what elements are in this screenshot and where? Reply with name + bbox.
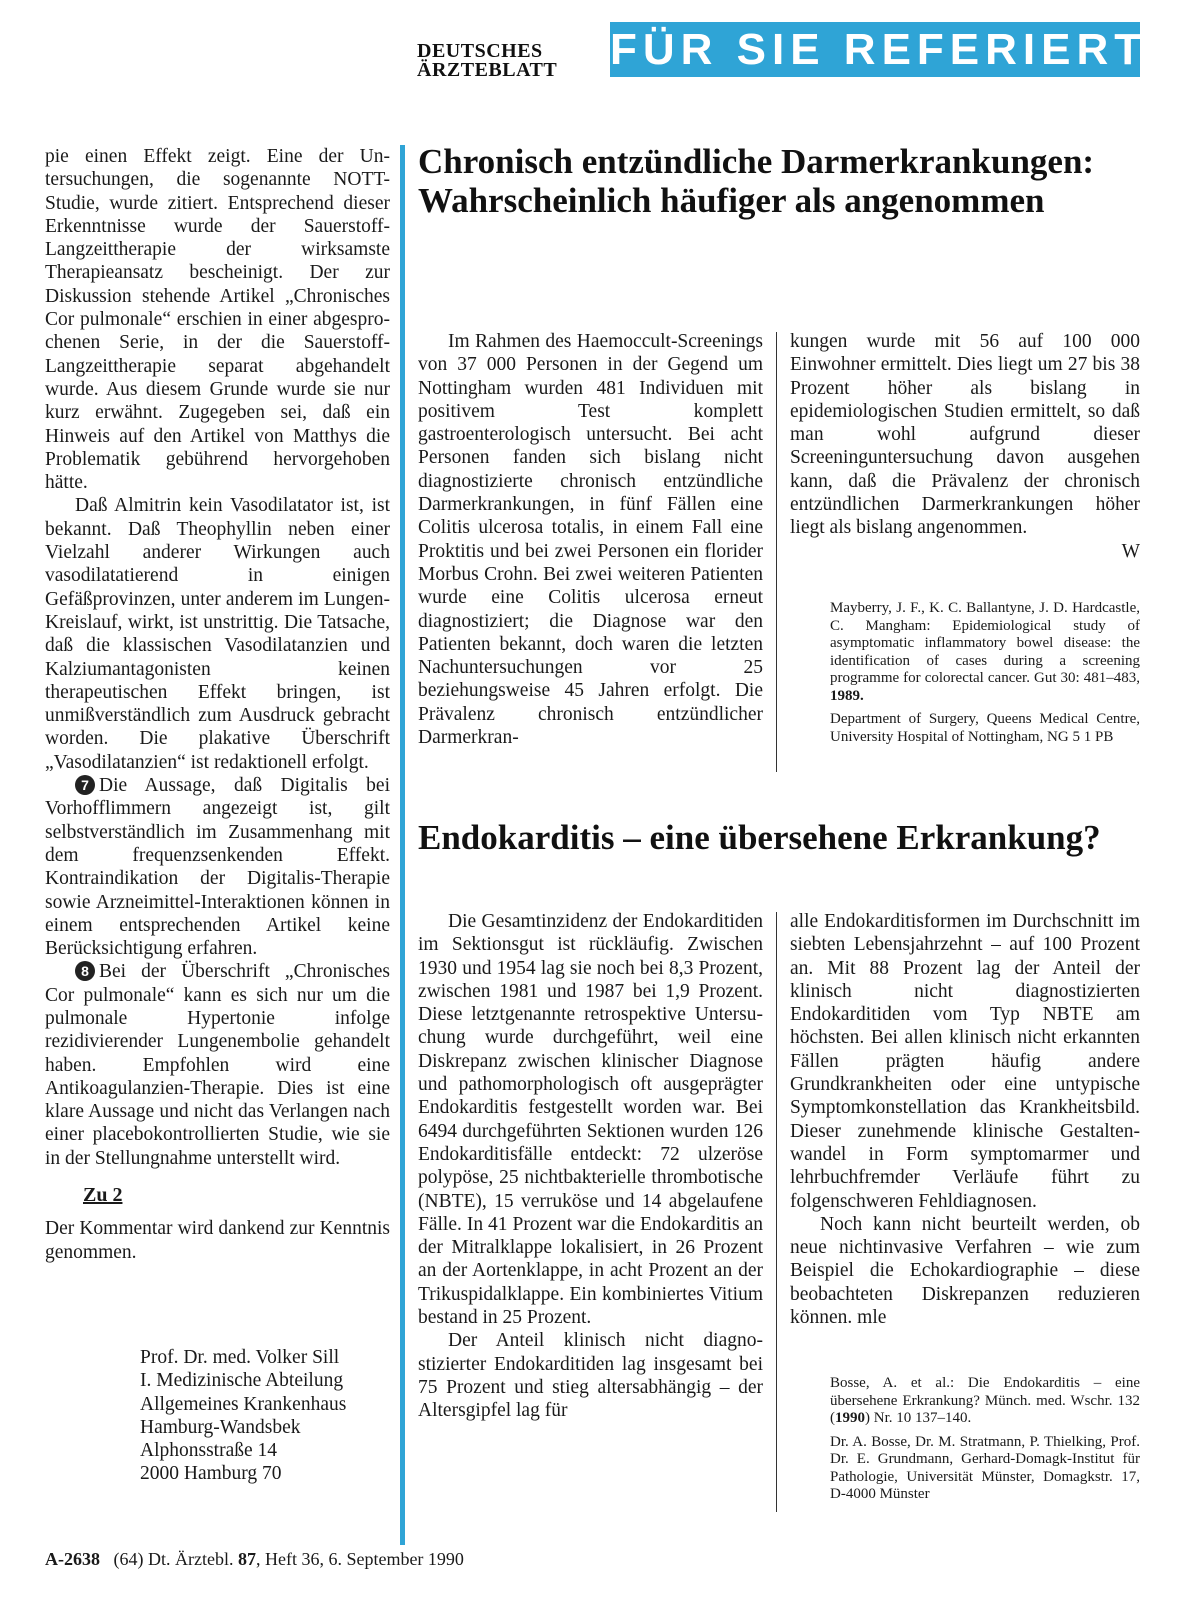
citation-text: , Heft 36, 6. September 1990	[255, 1549, 464, 1569]
logo-line-2: ÄRZTEBLATT	[417, 59, 558, 81]
citation-text: Bosse, A. et al.: Die Endokarditis – eine übersehene Erkrankung? Münch. med. Wschr. 132 (	[830, 1375, 1140, 1426]
paragraph-text: Noch kann nicht beurteilt werden, ob neue nichtinvasive Verfahren – wie zum Beispiel die Echokardiographie – diese beobachteten Diskrepanzen reduzieren können.	[790, 1213, 1140, 1329]
citation-text: Mayberry, J. F., K. C. Ballantyne, J. D. Hardcastle, C. Mangham: Epidemiological study of asymptomatic inflammatory bowel disease: the identification of cases during a screening programme for colorectal cancer. Gut 30: 481–483,	[830, 600, 1140, 686]
paragraph: Daß Almitrin kein Vasodilatator ist, ist bekannt. Daß Theophyllin neben einer Vielzahl anderer Wirkungen auch vasodilatatierend in einigen Gefäßprovinzen, unter anderem im Lungen-Kreislauf, wirkt, ist unstrittig. Die Tatsache, daß die klassischen Vasodilatanzien und Kalziumantagonisten keinen therapeutischen Effekt bringen, ist unmißverständlich zum Ausdruck gebracht worden. Die plakative Überschrift „Vasodilatanzien“ ist redaktionell erfolgt.	[45, 495, 390, 773]
paragraph: alle Endokarditisformen im Durchschnitt im siebten Lebensjahrzehnt – auf 100 Prozent an. Mit 88 Prozent lag der Anteil der klinisch nicht diagnostizierten Endokarditiden vom Typ NBTE am höchsten. Bei allen klinisch nicht erkannten Fällen prägten häufig andere Grundkrankheiten oder eine untypische Symptomkonstellation das Krankheitsbild. Dieser zunehmende klinische Gestaltenwandel in Form symptomarmer und lehrbuchfremder Verläufe führt zu folgenschweren Fehldiagnosen.	[790, 911, 1140, 1212]
page-footer	[45, 1548, 845, 1570]
paragraph: Der Kommentar wird dankend zur Kenntnis genommen.	[45, 1218, 390, 1263]
reference-block	[830, 1375, 1140, 1510]
citation	[830, 600, 1140, 705]
author-address: Department of Surgery, Queens Medical Centre, University Hospital of Nottingham, NG 5 1 PB	[830, 711, 1140, 745]
paragraph	[790, 1213, 1140, 1329]
column-rule	[776, 332, 777, 772]
citation-text: ) Nr. 10 137–140.	[865, 1410, 972, 1426]
paragraph-text: Bei der Überschrift „Chronisches Cor pulmonale“ kann es sich nur um die pulmonale Hypertonie infolge rezidivierender Lungenembolie gehandelt haben. Empfohlen wird eine Antikoagulanzien-Therapie. Dies ist eine klare Aussage und nicht das Verlangen nach einer placebokontrollierten Studie, wie sie in der Stellungnahme unterstellt wird.	[45, 961, 390, 1169]
signature-line: Hamburg-Wandsbek	[140, 1416, 301, 1438]
article-column	[790, 330, 1140, 563]
column-rule	[776, 912, 777, 1512]
paragraph: Der Anteil klinisch nicht diagnostizierter Endokarditiden lag insgesamt bei 75 Prozent und stieg altersabhängig – der Altersgipfel lag für	[418, 1330, 763, 1422]
reference-block	[830, 600, 1140, 752]
author-address: Dr. A. Bosse, Dr. M. Stratmann, P. Thielking, Prof. Dr. E. Grundmann, Gerhard-Domagk-Institut für Pathologie, Universität Münster, Domagkstr. 17, D-4000 Münster	[830, 1433, 1140, 1502]
article-headline: Endokarditis – eine übersehene Erkrankung?	[418, 818, 1101, 857]
paragraph-text: Die Aussage, daß Digitalis bei Vorhofflimmern angezeigt ist, gilt selbstverständlich im Zusammenhang mit dem frequenzsenkenden Effekt. Kontraindikation der Digitalis-Therapie sowie Arzneimittel-Interaktionen können in einem entsprechenden Artikel keine Berücksichtigung erfahren.	[45, 775, 390, 960]
author-signature	[140, 1346, 410, 1486]
paragraph: pie einen Effekt zeigt. Eine der Untersuchungen, die sogenannte NOTT-Studie, wurde zitiert. Entsprechend dieser Erkenntnisse wurde der Sauerstoff-Langzeittherapie der wirksamste Therapieansatz bescheinigt. Der zur Diskussion stehende Artikel „Chronisches Cor pulmonale“ erschien in einer abgesprochenen Serie, in der die Sauerstoff-Langzeittherapie separat abgehandelt wurde. Aus diesem Grunde wurde sie nur kurz erwähnt. Zugegeben sei, daß ein Hinweis auf den Artikel von Matthys die Problematik gebührend hervorgehoben hätte.	[45, 146, 390, 494]
section-banner: FÜR SIE REFERIERT	[610, 22, 1140, 77]
left-column	[45, 145, 390, 1264]
item-number-badge: 8	[75, 961, 95, 981]
page-number: A-2638	[45, 1549, 100, 1569]
paragraph: Im Rahmen des Haemoccult-Screenings von 37 000 Personen in der Gegend um Nottingham wurden 481 Individuen mit positivem Test komplett gastroenterologisch untersucht. Bei acht Personen fanden sich bislang nicht diagnostizierte chronisch entzündliche Darmerkrankungen, in fünf Fällen eine Colitis ulcerosa totalis, in einem Fall eine Proktitis und bei zwei Personen ein florider Morbus Crohn. Bei zwei weiteren Patienten wurde eine Colitis ulcerosa erneut diagnostiziert; die Diagnose war den Patienten bekannt, doch waren die letzten Nachuntersuchungen vor 25 beziehungsweise 45 Jahren erfolgt. Die Prävalenz chronisch entzündlicher Darmerkran-	[418, 331, 763, 749]
article-column	[790, 910, 1140, 1329]
volume-number: 87	[237, 1549, 256, 1569]
signature-line: I. Medizinische Abteilung	[140, 1370, 344, 1392]
journal-logo	[417, 42, 587, 80]
paragraph	[45, 960, 390, 1170]
item-number-badge: 7	[75, 775, 95, 795]
citation-text: (64) Dt. Ärztebl.	[113, 1549, 234, 1569]
subheading: Zu 2	[83, 1184, 123, 1207]
citation	[830, 1375, 1140, 1428]
signature-line: Prof. Dr. med. Volker Sill	[140, 1347, 340, 1368]
article-column	[418, 330, 763, 749]
article-headline: Chronisch entzündliche Darmerkrankungen: Wahrscheinlich häufiger als angenommen	[418, 142, 1095, 220]
paragraph: kungen wurde mit 56 auf 100 000 Einwohner ermittelt. Dies liegt um 27 bis 38 Prozent höher als bislang in epidemiologischen Studien ermittelt, so daß man wohl aufgrund dieser Screeninguntersuchung davon ausgehen kann, daß die Prävalenz der chronisch entzündlichen Darmerkrankungen höher liegt als bislang angenommen.	[790, 331, 1140, 539]
signature-line: 2000 Hamburg 70	[140, 1463, 282, 1485]
article-column	[418, 910, 763, 1423]
author-initials: W	[1121, 540, 1140, 562]
signature-line: Alphonsstraße 14	[140, 1440, 278, 1462]
logo-line-1: DEUTSCHES	[417, 40, 543, 62]
signature-line: Allgemeines Krankenhaus	[140, 1393, 347, 1415]
column-divider	[400, 145, 405, 1545]
author-initials: mle	[857, 1307, 887, 1329]
paragraph	[45, 774, 390, 960]
citation-year: 1990	[835, 1410, 865, 1426]
paragraph: Die Gesamtinzidenz der Endokarditiden im Sektionsgut ist rückläufig. Zwischen 1930 und 1954 lag sie noch bei 8,3 Prozent, zwischen 1981 und 1987 bei 1,9 Prozent. Diese letztgenannte retrospektive Untersuchung wurde durchgeführt, weil eine Diskrepanz zwischen klinischer Diagnose und pathomorphologisch oft ausgeprägter Endokarditis festgestellt worden war. Bei 6494 durchgeführten Sektionen wurden 126 Endokarditisfälle entdeckt: 72 ulzeröse polypöse, 25 nichtbakterielle thrombotische (NBTE), 15 verruköse und 14 abgelaufene Fälle. In 41 Prozent war die Endokarditis an der Mitralklappe lokalisiert, in 26 Prozent an der Aortenklappe, in acht Prozent an der Trikuspidalklappe. Ein kombiniertes Vitium bestand in 25 Prozent.	[418, 911, 763, 1329]
citation-year: 1989.	[830, 687, 864, 704]
